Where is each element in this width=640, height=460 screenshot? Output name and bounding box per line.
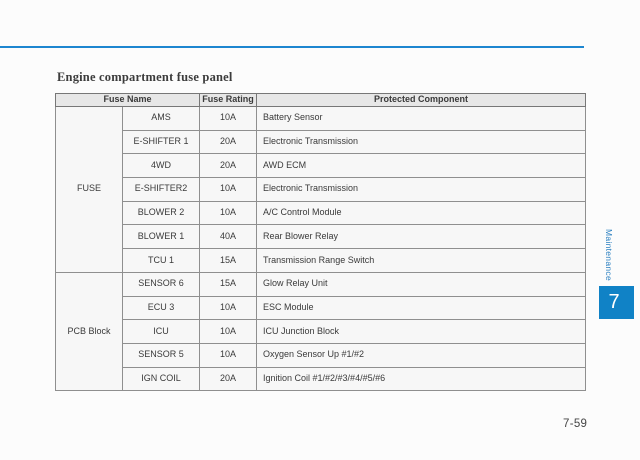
fuse-name-cell: 4WD (123, 154, 200, 178)
protected-component-cell: AWD ECM (257, 154, 586, 178)
fuse-rating-cell: 10A (200, 178, 257, 202)
fuse-group-name-cell: PCB Block (56, 272, 123, 390)
fuse-rating-cell: 10A (200, 320, 257, 344)
fuse-name-cell: BLOWER 1 (123, 225, 200, 249)
table-row (56, 249, 586, 273)
fuse-name-cell: IGN COIL (123, 367, 200, 391)
fuse-panel-table (55, 93, 586, 391)
table-row (56, 367, 586, 391)
protected-component-cell: Transmission Range Switch (257, 249, 586, 273)
fuse-name-cell: ICU (123, 320, 200, 344)
fuse-name-cell: E-SHIFTER 1 (123, 130, 200, 154)
top-divider-rule (0, 46, 584, 48)
table-row (56, 107, 586, 131)
protected-component-cell: ICU Junction Block (257, 320, 586, 344)
protected-component-cell: Ignition Coil #1/#2/#3/#4/#5/#6 (257, 367, 586, 391)
table-row (56, 130, 586, 154)
fuse-name-cell: SENSOR 6 (123, 272, 200, 296)
chapter-number: 7 (608, 291, 620, 313)
table-row (56, 225, 586, 249)
fuse-name-cell: E-SHIFTER2 (123, 178, 200, 202)
fuse-name-cell: TCU 1 (123, 249, 200, 273)
fuse-rating-cell: 15A (200, 272, 257, 296)
fuse-rating-cell: 10A (200, 201, 257, 225)
table-row (56, 296, 586, 320)
table-row (56, 272, 586, 296)
protected-component-cell: Rear Blower Relay (257, 225, 586, 249)
fuse-group-name-cell: FUSE (56, 107, 123, 273)
chapter-number-badge (599, 286, 634, 319)
header-fuse-name: Fuse Name (56, 94, 200, 107)
fuse-rating-cell: 10A (200, 296, 257, 320)
table-header (56, 94, 586, 107)
header-protected-component: Protected Component (257, 94, 586, 107)
protected-component-cell: Glow Relay Unit (257, 272, 586, 296)
fuse-rating-cell: 40A (200, 225, 257, 249)
protected-component-cell: Battery Sensor (257, 107, 586, 131)
table-row (56, 178, 586, 202)
fuse-rating-cell: 15A (200, 249, 257, 273)
section-tab-label: Maintenance (604, 229, 614, 281)
fuse-name-cell: SENSOR 5 (123, 343, 200, 367)
fuse-name-cell: AMS (123, 107, 200, 131)
page-title: Engine compartment fuse panel (57, 70, 233, 84)
protected-component-cell: Electronic Transmission (257, 178, 586, 202)
table-header-row (56, 94, 586, 107)
header-fuse-rating: Fuse Rating (200, 94, 257, 107)
fuse-rating-cell: 10A (200, 107, 257, 131)
protected-component-cell: Oxygen Sensor Up #1/#2 (257, 343, 586, 367)
fuse-rating-cell: 20A (200, 130, 257, 154)
table-row (56, 343, 586, 367)
table-row (56, 320, 586, 344)
fuse-rating-cell: 20A (200, 154, 257, 178)
protected-component-cell: ESC Module (257, 296, 586, 320)
fuse-table-body (56, 107, 586, 391)
page-number: 7-59 (563, 418, 588, 430)
table-row (56, 201, 586, 225)
protected-component-cell: A/C Control Module (257, 201, 586, 225)
fuse-rating-cell: 20A (200, 367, 257, 391)
fuse-name-cell: BLOWER 2 (123, 201, 200, 225)
protected-component-cell: Electronic Transmission (257, 130, 586, 154)
fuse-name-cell: ECU 3 (123, 296, 200, 320)
fuse-rating-cell: 10A (200, 343, 257, 367)
table-row (56, 154, 586, 178)
